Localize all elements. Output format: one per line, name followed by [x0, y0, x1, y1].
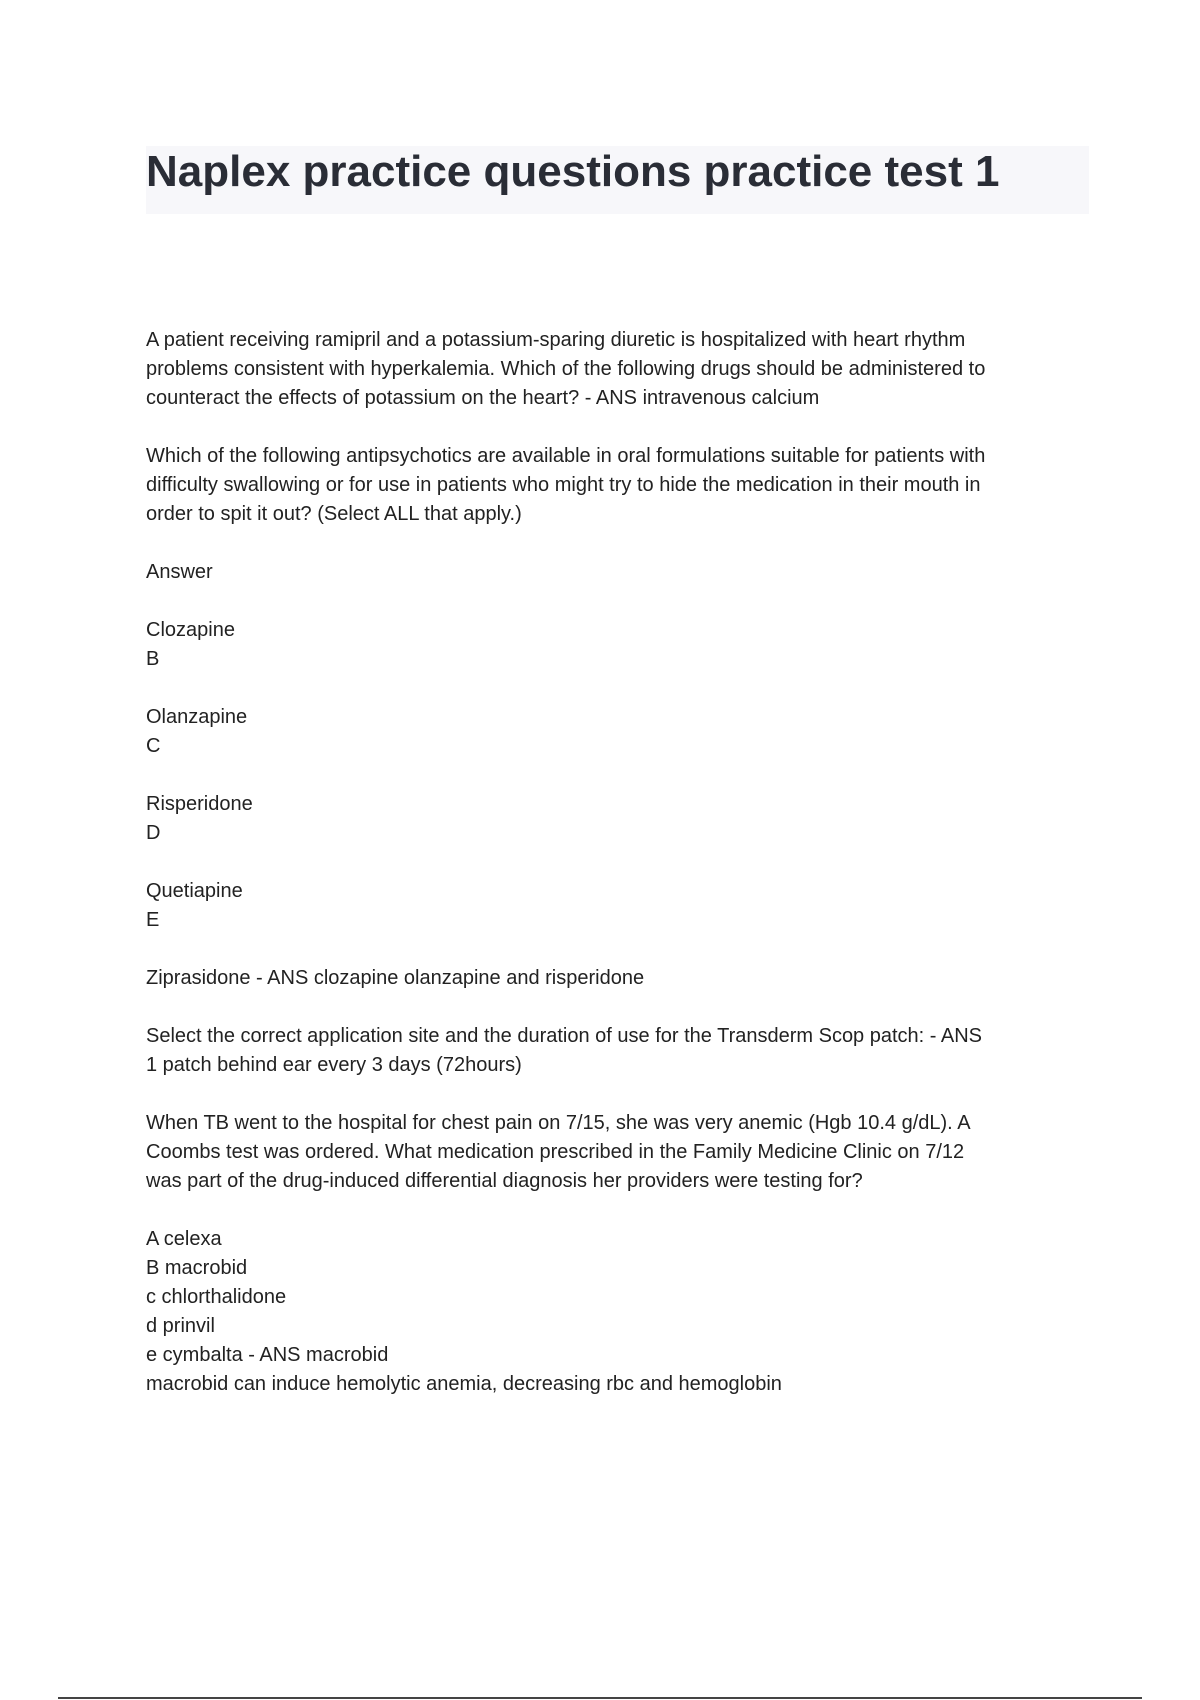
question-4-choices: [146, 1225, 1086, 1399]
question-3: [146, 1022, 1086, 1080]
choice-line: e cymbalta - ANS macrobid: [146, 1344, 389, 1366]
option-letter: C: [146, 735, 161, 757]
answer-label-text: Answer: [146, 561, 213, 583]
question-2: [146, 442, 1086, 529]
explanation-line: macrobid can induce hemolytic anemia, decreasing rbc and hemoglobin: [146, 1373, 782, 1395]
question-1: [146, 326, 1086, 413]
question-4-line: When TB went to the hospital for chest pain on 7/15, she was very anemic (Hgb 10.4 g/dL). A: [146, 1112, 971, 1134]
choice-line: d prinvil: [146, 1315, 215, 1337]
option-letter: B: [146, 648, 160, 670]
choice-line: c chlorthalidone: [146, 1286, 287, 1308]
question-4-line: was part of the drug-induced differential diagnosis her providers were testing for?: [146, 1170, 863, 1192]
option-letter: E: [146, 909, 160, 931]
question-1-line: counteract the effects of potassium on the heart? - ANS intravenous calcium: [146, 387, 820, 409]
footer-divider: [58, 1697, 1142, 1699]
question-3-line: Select the correct application site and the duration of use for the Transderm Scop patch: - ANS: [146, 1025, 983, 1047]
question-1-line: problems consistent with hyperkalemia. Which of the following drugs should be administered to: [146, 358, 986, 380]
document-body: [146, 326, 1086, 1428]
question-2-answer: [146, 964, 1086, 993]
option-name: Olanzapine: [146, 706, 248, 728]
question-3-line: 1 patch behind ear every 3 days (72hours): [146, 1054, 522, 1076]
option-name: Risperidone: [146, 793, 253, 815]
option-letter: D: [146, 822, 161, 844]
option-quetiapine: [146, 877, 1086, 935]
page-title: Naplex practice questions practice test 1: [146, 147, 1000, 196]
question-4: [146, 1109, 1086, 1196]
answer-label: [146, 558, 1086, 587]
option-name: Quetiapine: [146, 880, 243, 902]
choice-line: A celexa: [146, 1228, 222, 1250]
option-name: Clozapine: [146, 619, 235, 641]
choice-line: B macrobid: [146, 1257, 248, 1279]
option-olanzapine: [146, 703, 1086, 761]
question-2-line: Which of the following antipsychotics are available in oral formulations suitable for patients with: [146, 445, 986, 467]
question-4-line: Coombs test was ordered. What medication prescribed in the Family Medicine Clinic on 7/12: [146, 1141, 965, 1163]
question-2-answer-line: Ziprasidone - ANS clozapine olanzapine and risperidone: [146, 967, 645, 989]
question-1-line: A patient receiving ramipril and a potassium-sparing diuretic is hospitalized with heart rhythm: [146, 329, 966, 351]
option-risperidone: [146, 790, 1086, 848]
option-clozapine: [146, 616, 1086, 674]
question-2-line: difficulty swallowing or for use in patients who might try to hide the medication in their mouth in: [146, 474, 981, 496]
question-2-line: order to spit it out? (Select ALL that apply.): [146, 503, 522, 525]
